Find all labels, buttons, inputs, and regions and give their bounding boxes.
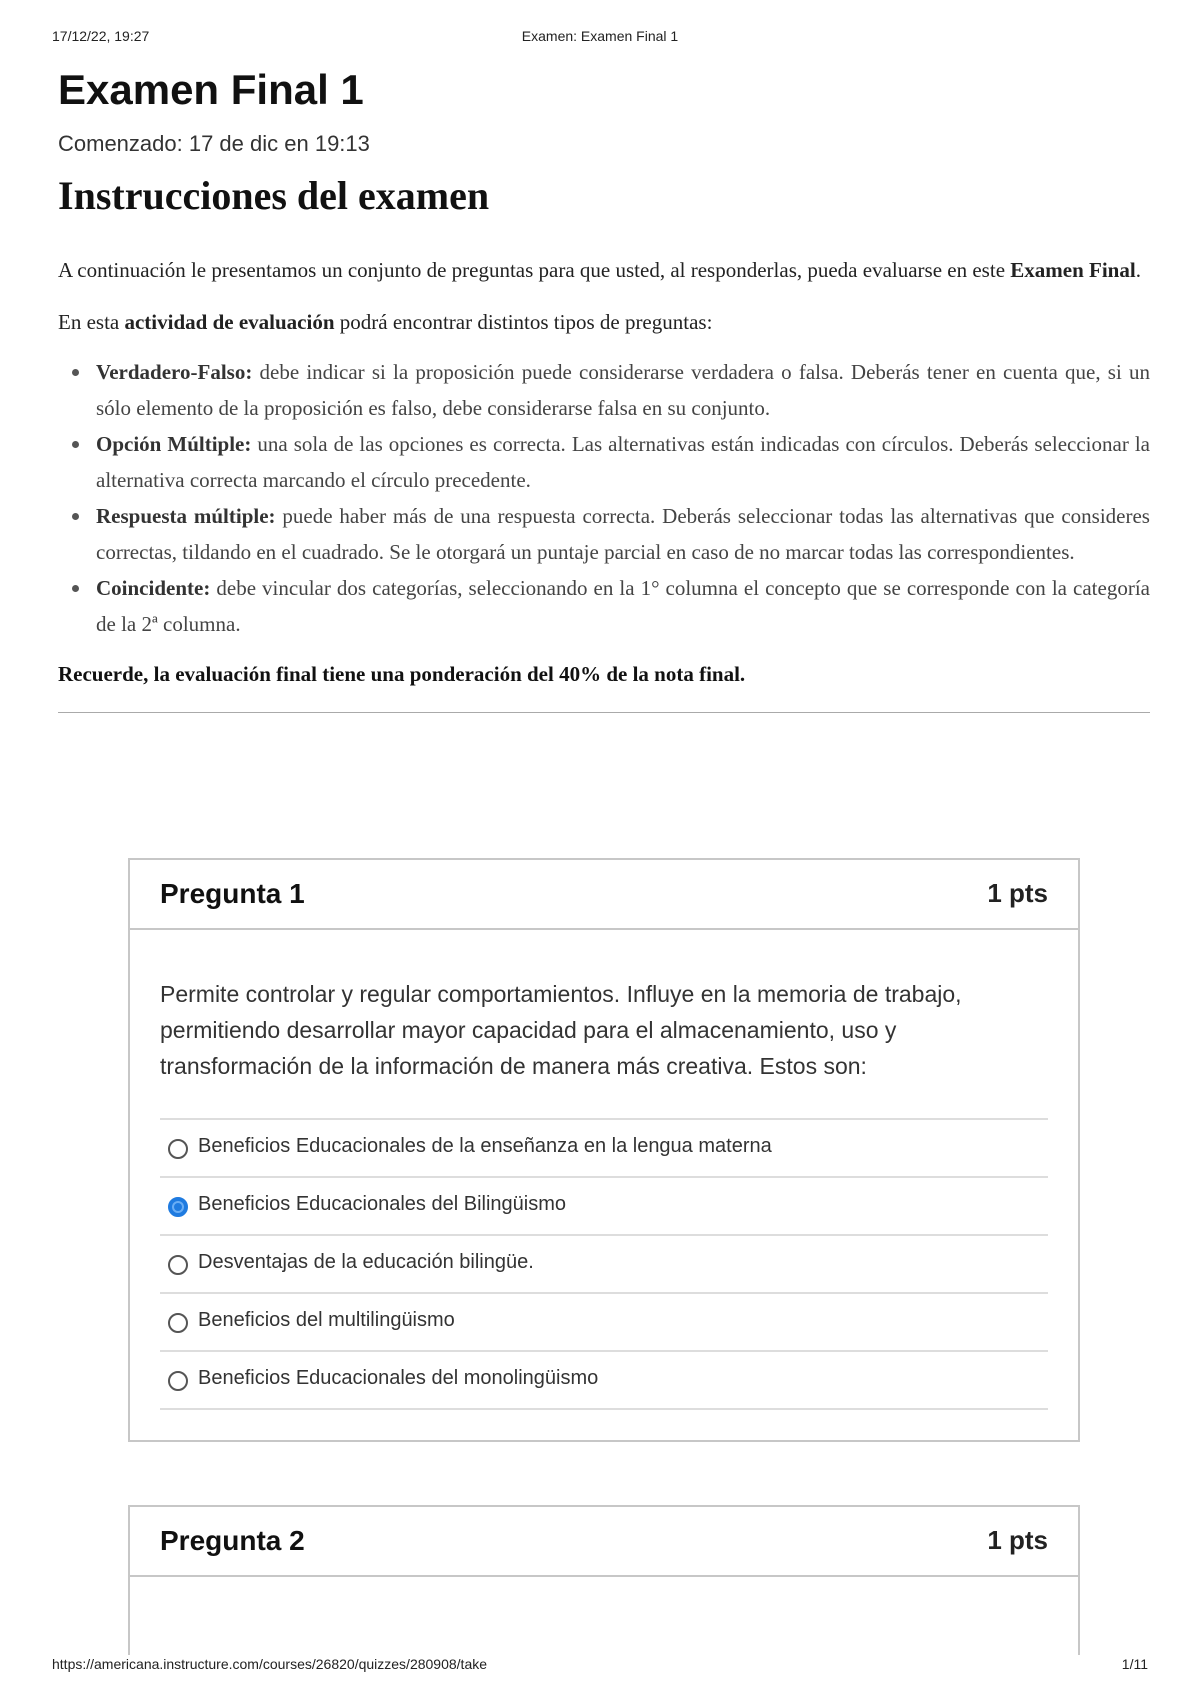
radio-button[interactable] xyxy=(168,1371,188,1391)
answer-label[interactable]: Beneficios Educacionales del Bilingüismo xyxy=(198,1193,566,1215)
type-term: Verdadero-Falso: xyxy=(96,360,253,384)
weight-reminder: Recuerde, la evaluación final tiene una ponderación del 40% de la nota final. xyxy=(58,662,746,686)
print-footer xyxy=(52,1656,1148,1676)
print-url: https://americana.instructure.com/courses/26820/quizzes/280908/take xyxy=(52,1656,488,1672)
quiz-title: Examen Final 1 xyxy=(58,66,364,113)
question-text: Permite controlar y regular comportamientos. Influye en la memoria de trabajo, permitiendo desarrollar mayor capacidad para el almacenamiento, uso y transformación de la información de manera más creativa. Estos son: xyxy=(160,981,962,1079)
question-2 xyxy=(128,1505,1080,1655)
question-points: 1 pts xyxy=(987,878,1048,908)
answer-option[interactable] xyxy=(160,1352,1048,1410)
answer-option[interactable] xyxy=(160,1236,1048,1294)
answer-option[interactable] xyxy=(160,1294,1048,1352)
type-desc: debe indicar si la proposición puede considerarse verdadera o falsa. Deberás tener en cuenta que, si un sólo elemento de la proposición es falso, debe considerarse falsa en su conjunto. xyxy=(96,360,1150,420)
quiz-content xyxy=(58,62,1150,713)
divider xyxy=(58,712,1150,713)
radio-button[interactable] xyxy=(168,1255,188,1275)
question-header xyxy=(130,860,1078,930)
answer-label[interactable]: Beneficios del multilingüismo xyxy=(198,1309,455,1331)
instructions-heading: Instrucciones del examen xyxy=(58,173,490,218)
intro-text: A continuación le presentamos un conjunto de preguntas para que usted, al responderlas, pueda evaluarse en este xyxy=(58,258,1011,282)
types-intro-end: podrá encontrar distintos tipos de preguntas: xyxy=(334,310,713,334)
type-desc: debe vincular dos categorías, seleccionando en la 1° columna el concepto que se corresponde con la categoría de la 2ª columna. xyxy=(96,576,1150,636)
question-name: Pregunta 1 xyxy=(160,878,305,909)
question-name: Pregunta 2 xyxy=(160,1525,305,1556)
list-item xyxy=(96,570,1150,642)
intro-bold: Examen Final xyxy=(1010,258,1136,282)
type-term: Respuesta múltiple: xyxy=(96,504,276,528)
types-intro-bold: actividad de evaluación xyxy=(124,310,335,334)
answer-option[interactable] xyxy=(160,1120,1048,1178)
answer-label[interactable]: Beneficios Educacionales del monolingüismo xyxy=(198,1367,599,1389)
type-term: Opción Múltiple: xyxy=(96,432,252,456)
answer-option[interactable] xyxy=(160,1178,1048,1236)
question-types-list xyxy=(58,354,1150,642)
print-page-title: Examen: Examen Final 1 xyxy=(521,28,679,44)
answer-label[interactable]: Beneficios Educacionales de la enseñanza en la lengua materna xyxy=(198,1135,772,1157)
question-points: 1 pts xyxy=(987,1525,1048,1555)
answer-label[interactable]: Desventajas de la educación bilingüe. xyxy=(198,1251,534,1273)
question-header xyxy=(130,1507,1078,1577)
answer-list xyxy=(160,1118,1048,1410)
quiz-started: Comenzado: 17 de dic en 19:13 xyxy=(58,131,370,156)
question-1 xyxy=(128,858,1080,1442)
radio-button-selected[interactable] xyxy=(168,1197,188,1217)
intro-end: . xyxy=(1135,258,1141,282)
print-page-number: 1/11 xyxy=(1121,1656,1148,1672)
radio-button[interactable] xyxy=(168,1313,188,1333)
types-intro-start: En esta xyxy=(58,310,125,334)
type-desc: una sola de las opciones es correcta. Las alternativas están indicadas con círculos. Deberás seleccionar la alternativa correcta marcando el círculo precedente. xyxy=(96,432,1150,492)
instructions-intro xyxy=(58,252,1150,288)
list-item xyxy=(96,354,1150,426)
radio-button[interactable] xyxy=(168,1139,188,1159)
instructions-types-intro xyxy=(58,304,1150,340)
list-item xyxy=(96,426,1150,498)
type-desc: puede haber más de una respuesta correcta. Deberás seleccionar todas las alternativas que consideres correctas, tildando en el cuadrado. Se le otorgará un puntaje parcial en caso de no marcar todas las correspondientes. xyxy=(96,504,1150,564)
type-term: Coincidente: xyxy=(96,576,211,600)
print-header xyxy=(52,28,1148,48)
question-body xyxy=(130,930,1078,1440)
print-datetime: 17/12/22, 19:27 xyxy=(52,28,150,44)
list-item xyxy=(96,498,1150,570)
